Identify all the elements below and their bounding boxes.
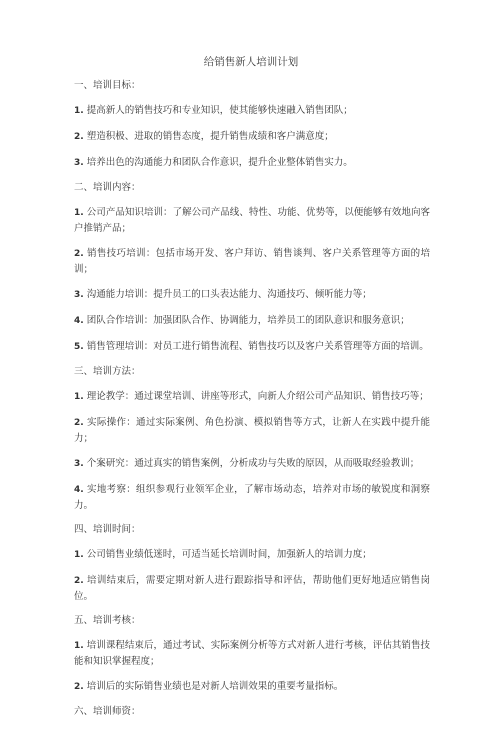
- list-item: [74, 313, 430, 329]
- section-heading: 五、培训考核：: [74, 615, 141, 626]
- item-number: 1.: [74, 641, 84, 651]
- item-text: 实际操作：通过实际案例、角色扮演、模拟销售等方式，让新人在实践中提升能力；: [74, 417, 430, 444]
- item-number: 4.: [74, 316, 84, 326]
- list-item: [74, 339, 430, 355]
- item-text: 销售技巧培训：包括市场开发、客户拜访、销售谈判、客户关系管理等方面的培训；: [74, 248, 430, 275]
- item-text: 公司销售业绩低迷时，可适当延长培训时间，加强新人的培训力度；: [86, 549, 372, 560]
- item-text: 塑造积极、进取的销售态度，提升销售成绩和客户满意度；: [86, 131, 334, 142]
- list-item: [74, 679, 430, 695]
- section-heading: 六、培训师资：: [74, 706, 141, 717]
- list-item: [74, 103, 430, 119]
- list-item: [74, 547, 430, 563]
- section-heading: 二、培训内容：: [74, 182, 141, 193]
- document-body: [74, 79, 430, 729]
- item-number: 3.: [74, 158, 84, 168]
- list-item: [74, 155, 430, 171]
- list-item: [74, 482, 430, 513]
- item-number: 2.: [74, 682, 84, 692]
- item-number: 2.: [74, 576, 84, 586]
- item-text: 提高新人的销售技巧和专业知识，使其能够快速融入销售团队；: [86, 105, 353, 116]
- item-number: 1.: [74, 392, 84, 402]
- list-item: [74, 573, 430, 604]
- item-number: 1.: [74, 550, 84, 560]
- section-heading: 四、培训时间：: [74, 524, 141, 535]
- section-heading: 三、培训方法：: [74, 366, 141, 377]
- item-number: 2.: [74, 132, 84, 142]
- item-number: 1.: [74, 208, 84, 218]
- item-text: 培训课程结束后，通过考试、实际案例分析等方式对新人进行考核，评估其销售技能和知识掌握程度；: [74, 640, 430, 667]
- item-number: 1.: [74, 106, 84, 116]
- list-item: [74, 389, 430, 405]
- list-item: [74, 456, 430, 472]
- document-title: 给销售新人培训计划: [203, 56, 299, 68]
- list-item: [74, 287, 430, 303]
- item-text: 销售管理培训：对员工进行销售流程、销售技巧以及客户关系管理等方面的培训。: [86, 341, 429, 352]
- list-item: [74, 638, 430, 669]
- section-heading: 一、培训目标：: [74, 80, 141, 91]
- list-item: [74, 415, 430, 446]
- item-number: 2.: [74, 418, 84, 428]
- item-text: 培训后的实际销售业绩也是对新人培训效果的重要考量指标。: [86, 681, 344, 692]
- item-text: 培养出色的沟通能力和团队合作意识，提升企业整体销售实力。: [86, 157, 353, 168]
- item-number: 5.: [74, 342, 84, 352]
- item-number: 3.: [74, 290, 84, 300]
- list-item: [74, 246, 430, 277]
- item-text: 理论教学：通过课堂培训、讲座等形式，向新人介绍公司产品知识、销售技巧等；: [86, 391, 429, 402]
- item-number: 4.: [74, 485, 84, 495]
- item-text: 个案研究：通过真实的销售案例，分析成功与失败的原因，从而吸取经验教训；: [86, 458, 420, 469]
- item-text: 公司产品知识培训：了解公司产品线、特性、功能、优势等，以便能够有效地向客户推销产品；: [74, 207, 430, 234]
- list-item: [74, 129, 430, 145]
- item-number: 3.: [74, 459, 84, 469]
- list-item: [74, 205, 430, 236]
- item-text: 团队合作培训：加强团队合作、协调能力，培养员工的团队意识和服务意识；: [86, 315, 410, 326]
- item-text: 培训结束后，需要定期对新人进行跟踪指导和评估，帮助他们更好地适应销售岗位。: [74, 575, 430, 602]
- item-number: 2.: [74, 249, 84, 259]
- item-text: 沟通能力培训：提升员工的口头表达能力、沟通技巧、倾听能力等；: [86, 289, 372, 300]
- item-text: 实地考察：组织参观行业领军企业，了解市场动态，培养对市场的敏锐度和洞察力。: [74, 484, 430, 511]
